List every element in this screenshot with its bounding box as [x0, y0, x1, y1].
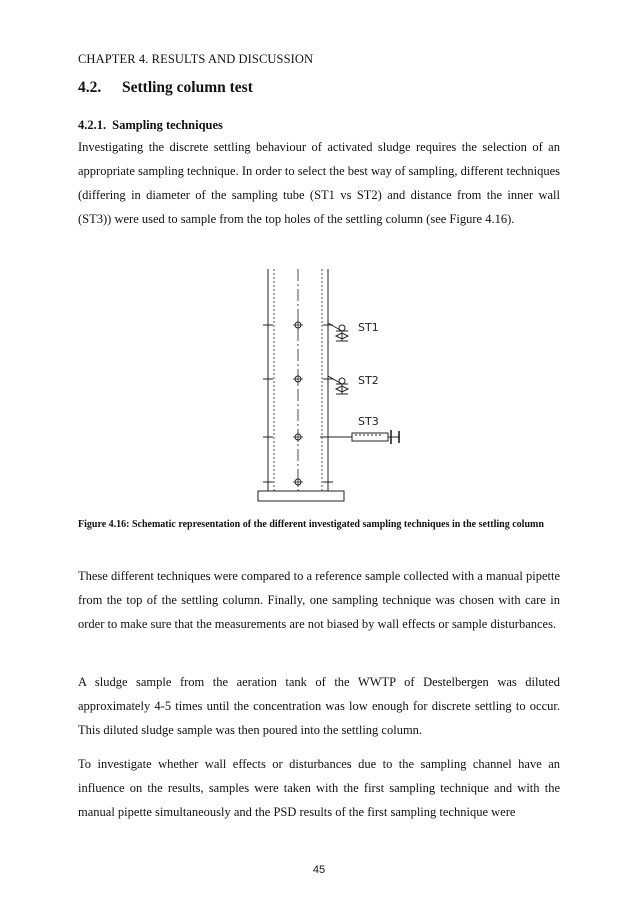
section-title: Settling column test: [122, 79, 253, 96]
figure-caption: Figure 4.16: Schematic representation of the different investigated sampling techniques in the settling column: [78, 519, 544, 530]
st3-label: ST3: [358, 415, 379, 428]
st1-label: ST1: [358, 321, 379, 334]
st1-valve-icon: [328, 323, 348, 341]
section-heading: [78, 79, 253, 97]
subsection-number: 4.2.1.: [78, 118, 107, 132]
paragraph-1: Investigating the discrete settling behaviour of activated sludge requires the selection of an appropriate sampling technique. In order to select the best way of sampling, different techniques (differing in diameter of the sampling tube (ST1 vs ST2) and distance from the inner wall (ST3)) were used to sample from the top holes of the settling column (see Figure 4.16).: [78, 140, 560, 226]
st2-label: ST2: [358, 374, 379, 387]
st3-syringe-icon: [320, 430, 400, 444]
section-number: 4.2.: [78, 79, 102, 96]
subsection-title: Sampling techniques: [112, 118, 223, 132]
page-number: 45: [312, 864, 326, 876]
paragraph-4: To investigate whether wall effects or disturbances due to the sampling channel have an influence on the results, samples were taken with the first sampling technique and with the manual pipette simultaneously and the PSD results of the first sampling technique were: [78, 757, 560, 819]
subsection-heading: [78, 118, 223, 133]
column-base: [258, 491, 344, 501]
paragraph-3: A sludge sample from the aeration tank of the WWTP of Destelbergen was diluted approximately 4-5 times until the concentration was low enough for discrete settling to occur. This diluted sludge sample was then poured into the settling column.: [78, 675, 560, 737]
running-head: CHAPTER 4. RESULTS AND DISCUSSION: [78, 52, 314, 66]
paragraph-2: These different techniques were compared to a reference sample collected with a manual pipette from the top of the settling column. Finally, one sampling technique was chosen with care in order to make sure that the measurements are not biased by wall effects or sample disturbances.: [78, 569, 560, 631]
settling-column-figure: [250, 263, 400, 508]
settling-column-diagram: [250, 263, 400, 508]
